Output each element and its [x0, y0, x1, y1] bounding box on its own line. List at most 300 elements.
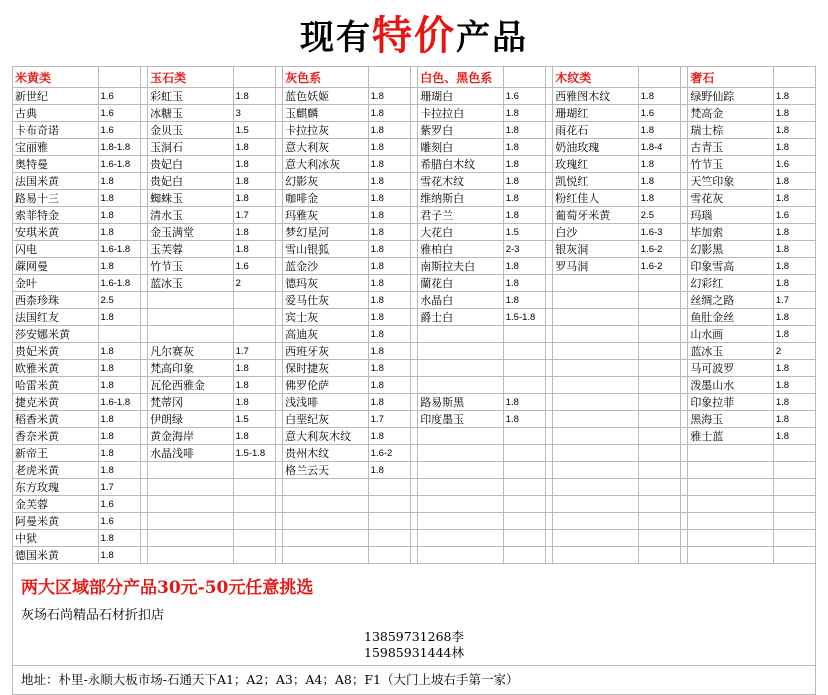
column-gap: [275, 67, 283, 88]
product-price: [773, 547, 815, 564]
product-price: [638, 428, 680, 445]
column-gap: [140, 122, 148, 139]
phone-list: [13, 629, 815, 665]
product-price: 1.8: [233, 377, 275, 394]
product-price: 1.6-1.8: [98, 156, 140, 173]
column-gap: [140, 343, 148, 360]
product-name: [418, 428, 504, 445]
column-gap: [410, 173, 418, 190]
product-price: 1.8: [503, 207, 545, 224]
product-name: 雪花木纹: [418, 173, 504, 190]
product-price: 1.8: [773, 105, 815, 122]
column-gap: [545, 462, 553, 479]
product-name: 德玛灰: [283, 275, 369, 292]
product-name: [148, 462, 234, 479]
product-price: 1.8: [773, 428, 815, 445]
table-row: [13, 411, 816, 428]
product-name: [553, 462, 639, 479]
column-gap: [410, 88, 418, 105]
column-gap: [275, 207, 283, 224]
table-row: [13, 173, 816, 190]
product-price: 1.6-2: [638, 258, 680, 275]
product-name: [553, 513, 639, 530]
product-price: 1.8: [368, 394, 410, 411]
product-name: 竹节玉: [688, 156, 774, 173]
column-gap: [680, 122, 688, 139]
product-price: 1.8: [98, 530, 140, 547]
column-header: 奢石: [688, 67, 774, 88]
product-price: 1.8: [368, 462, 410, 479]
product-price: 1.8: [98, 445, 140, 462]
product-price: 1.8: [773, 258, 815, 275]
product-name: [148, 292, 234, 309]
product-price: 1.8: [368, 360, 410, 377]
product-price: 1.8: [98, 207, 140, 224]
product-price: 1.6-1.8: [98, 241, 140, 258]
column-gap: [140, 156, 148, 173]
column-gap: [545, 207, 553, 224]
product-price: 1.8: [503, 173, 545, 190]
product-price: 1.6-3: [638, 224, 680, 241]
product-price: 2: [233, 275, 275, 292]
column-gap: [680, 309, 688, 326]
product-name: 凡尔赛灰: [148, 343, 234, 360]
product-price: 1.6-2: [638, 241, 680, 258]
column-gap: [275, 445, 283, 462]
product-name: [553, 479, 639, 496]
product-price: [638, 411, 680, 428]
column-gap: [140, 275, 148, 292]
column-gap: [275, 479, 283, 496]
product-price: 1.8: [773, 360, 815, 377]
column-gap: [410, 156, 418, 173]
product-name: [553, 275, 639, 292]
product-price: 1.8: [98, 343, 140, 360]
product-name: 保时捷灰: [283, 360, 369, 377]
column-gap: [545, 360, 553, 377]
product-price: [503, 326, 545, 343]
product-name: 东方玫瑰: [13, 479, 99, 496]
column-gap: [545, 258, 553, 275]
column-gap: [680, 462, 688, 479]
product-price: 1.8: [233, 394, 275, 411]
product-price: 1.8: [233, 241, 275, 258]
product-price: [773, 479, 815, 496]
column-gap: [410, 445, 418, 462]
column-gap: [545, 241, 553, 258]
product-price: 1.8: [638, 156, 680, 173]
column-gap: [140, 224, 148, 241]
column-gap: [545, 530, 553, 547]
column-gap: [680, 445, 688, 462]
product-name: 阿曼米黄: [13, 513, 99, 530]
product-name: 贵妃米黄: [13, 343, 99, 360]
page-title: [0, 0, 828, 59]
column-gap: [275, 275, 283, 292]
product-name: 莎安娜米黄: [13, 326, 99, 343]
product-price: 1.8: [368, 275, 410, 292]
column-gap: [545, 411, 553, 428]
product-price: [503, 513, 545, 530]
promo-text: 两大区域部分产品30元-50元任意挑选: [21, 578, 314, 598]
product-name: [148, 479, 234, 496]
product-name: [688, 479, 774, 496]
product-name: 葡萄牙米黄: [553, 207, 639, 224]
product-name: 马可波罗: [688, 360, 774, 377]
column-gap: [545, 122, 553, 139]
product-price: 1.8: [98, 173, 140, 190]
product-price: 1.8-1.8: [98, 139, 140, 156]
product-price: 1.8: [233, 360, 275, 377]
column-gap: [410, 343, 418, 360]
column-gap: [545, 428, 553, 445]
title-left: 现有: [300, 18, 372, 58]
product-price: 1.6: [638, 105, 680, 122]
column-gap: [410, 479, 418, 496]
product-price: 1.8-4: [638, 139, 680, 156]
product-name: 彩虹玉: [148, 88, 234, 105]
column-gap: [410, 377, 418, 394]
product-price: 1.8: [773, 173, 815, 190]
product-price: 1.8: [773, 275, 815, 292]
product-name: [553, 292, 639, 309]
product-name: 毕加索: [688, 224, 774, 241]
product-name: 哈雷米黄: [13, 377, 99, 394]
product-price: 1.6: [773, 156, 815, 173]
product-name: [553, 496, 639, 513]
product-name: 蓝色妖姬: [283, 88, 369, 105]
product-price: [503, 343, 545, 360]
table-row: [13, 207, 816, 224]
table-row: [13, 224, 816, 241]
table-row: [13, 309, 816, 326]
product-name: 路易斯黑: [418, 394, 504, 411]
column-gap: [140, 67, 148, 88]
product-name: [148, 326, 234, 343]
table-row: [13, 105, 816, 122]
product-price: 1.8: [368, 377, 410, 394]
column-gap: [275, 377, 283, 394]
column-gap: [410, 462, 418, 479]
product-name: 希腊白木纹: [418, 156, 504, 173]
column-gap: [275, 88, 283, 105]
product-name: [418, 530, 504, 547]
product-name: 新世纪: [13, 88, 99, 105]
column-gap: [680, 105, 688, 122]
product-name: [418, 377, 504, 394]
product-name: 大花白: [418, 224, 504, 241]
column-gap: [140, 428, 148, 445]
product-name: 安琪米黄: [13, 224, 99, 241]
product-name: [148, 496, 234, 513]
column-gap: [680, 88, 688, 105]
product-name: [148, 309, 234, 326]
product-name: 西柰珍珠: [13, 292, 99, 309]
product-price: 1.8: [503, 292, 545, 309]
product-name: 贵妃白: [148, 156, 234, 173]
column-gap: [680, 411, 688, 428]
product-name: 法国红友: [13, 309, 99, 326]
product-name: 黑海玉: [688, 411, 774, 428]
column-gap: [275, 190, 283, 207]
product-name: 珊瑚红: [553, 105, 639, 122]
column-gap: [680, 326, 688, 343]
product-name: [688, 462, 774, 479]
column-gap: [140, 139, 148, 156]
product-name: 爵士白: [418, 309, 504, 326]
column-gap: [140, 173, 148, 190]
column-gap: [140, 360, 148, 377]
product-name: 古青玉: [688, 139, 774, 156]
column-gap: [140, 309, 148, 326]
column-gap: [275, 292, 283, 309]
product-price: [638, 547, 680, 564]
product-price: 1.8: [98, 462, 140, 479]
table-row: [13, 377, 816, 394]
column-gap: [545, 224, 553, 241]
product-name: 玛雅灰: [283, 207, 369, 224]
product-price: [368, 547, 410, 564]
product-name: 雅士蓝: [688, 428, 774, 445]
column-gap: [410, 241, 418, 258]
product-name: [688, 513, 774, 530]
product-name: [283, 530, 369, 547]
column-gap: [410, 224, 418, 241]
product-name: 西班牙灰: [283, 343, 369, 360]
product-price: 1.5-1.8: [233, 445, 275, 462]
product-name: 白堊纪灰: [283, 411, 369, 428]
product-name: [553, 445, 639, 462]
column-gap: [275, 241, 283, 258]
title-right: 产品: [456, 18, 528, 58]
product-name: [553, 530, 639, 547]
column-gap: [545, 394, 553, 411]
column-gap: [545, 156, 553, 173]
column-header: 白色、黑色系: [418, 67, 504, 88]
column-gap: [140, 496, 148, 513]
product-name: [553, 377, 639, 394]
column-gap: [410, 547, 418, 564]
product-price: 1.6-2: [368, 445, 410, 462]
column-gap: [410, 394, 418, 411]
product-price: 1.8: [233, 139, 275, 156]
product-name: 高迪灰: [283, 326, 369, 343]
column-gap: [680, 479, 688, 496]
column-gap: [545, 445, 553, 462]
column-gap: [680, 377, 688, 394]
column-gap: [410, 275, 418, 292]
product-price: [233, 530, 275, 547]
product-price: 1.8: [98, 190, 140, 207]
table-row: [13, 479, 816, 496]
column-header-price: [233, 67, 275, 88]
column-gap: [275, 309, 283, 326]
column-gap: [140, 326, 148, 343]
product-name: 法国米黄: [13, 173, 99, 190]
column-gap: [410, 326, 418, 343]
product-price: 1.6-1.8: [98, 394, 140, 411]
column-gap: [275, 326, 283, 343]
table-row: [13, 513, 816, 530]
column-gap: [410, 67, 418, 88]
column-gap: [545, 173, 553, 190]
column-gap: [680, 156, 688, 173]
product-price: 1.8: [98, 258, 140, 275]
column-header-price: [98, 67, 140, 88]
column-gap: [275, 530, 283, 547]
product-price: 1.8: [368, 292, 410, 309]
product-name: 幻彩红: [688, 275, 774, 292]
column-header-price: [368, 67, 410, 88]
product-name: [553, 547, 639, 564]
product-price: 1.8: [773, 241, 815, 258]
product-name: 闪电: [13, 241, 99, 258]
column-gap: [275, 122, 283, 139]
product-price: 1.8: [773, 377, 815, 394]
product-price: [233, 547, 275, 564]
product-name: 丝绸之路: [688, 292, 774, 309]
product-name: 玉芙蓉: [148, 241, 234, 258]
column-gap: [275, 462, 283, 479]
product-price: 1.8: [773, 411, 815, 428]
product-price: [773, 530, 815, 547]
column-gap: [275, 173, 283, 190]
product-price: 1.6: [98, 513, 140, 530]
product-price: 1.7: [773, 292, 815, 309]
column-gap: [275, 258, 283, 275]
column-gap: [410, 190, 418, 207]
column-gap: [275, 156, 283, 173]
column-gap: [410, 496, 418, 513]
product-price: [233, 496, 275, 513]
product-name: [418, 462, 504, 479]
product-name: 老虎米黄: [13, 462, 99, 479]
product-name: 黄金海岸: [148, 428, 234, 445]
product-price: [368, 513, 410, 530]
column-gap: [140, 513, 148, 530]
column-gap: [410, 122, 418, 139]
column-header-price: [773, 67, 815, 88]
product-name: [553, 326, 639, 343]
column-gap: [545, 67, 553, 88]
product-price: 1.8: [233, 173, 275, 190]
column-gap: [545, 343, 553, 360]
table-row: [13, 190, 816, 207]
product-name: 爱马仕灰: [283, 292, 369, 309]
product-table: [12, 66, 816, 564]
column-header: 玉石类: [148, 67, 234, 88]
product-name: 冰糖玉: [148, 105, 234, 122]
product-price: [773, 513, 815, 530]
product-name: 金玉满堂: [148, 224, 234, 241]
product-name: 宾士灰: [283, 309, 369, 326]
product-price: [638, 377, 680, 394]
column-gap: [140, 530, 148, 547]
product-price: 1.8: [503, 139, 545, 156]
table-row: [13, 445, 816, 462]
product-name: 银灰洞: [553, 241, 639, 258]
product-price: 2: [773, 343, 815, 360]
product-price: [233, 326, 275, 343]
product-name: 雨花石: [553, 122, 639, 139]
table-row: [13, 241, 816, 258]
product-name: [553, 360, 639, 377]
product-price: 1.8: [98, 224, 140, 241]
product-price: [503, 547, 545, 564]
product-price: 1.8: [233, 224, 275, 241]
column-gap: [680, 67, 688, 88]
column-gap: [140, 207, 148, 224]
product-name: 金芙蓉: [13, 496, 99, 513]
product-name: 梦幻星河: [283, 224, 369, 241]
product-price: 1.5: [233, 122, 275, 139]
product-price: 1.8: [503, 122, 545, 139]
product-name: 奥特曼: [13, 156, 99, 173]
product-name: 稻香米黄: [13, 411, 99, 428]
product-name: 绿野仙踪: [688, 88, 774, 105]
column-gap: [545, 139, 553, 156]
product-price: 1.5: [233, 411, 275, 428]
column-gap: [680, 496, 688, 513]
product-name: 罗马洞: [553, 258, 639, 275]
product-name: 宝丽雅: [13, 139, 99, 156]
product-price: 1.6: [98, 105, 140, 122]
product-name: [688, 445, 774, 462]
column-gap: [140, 479, 148, 496]
product-price: [638, 326, 680, 343]
product-name: 卡拉拉灰: [283, 122, 369, 139]
product-name: 凯悦红: [553, 173, 639, 190]
product-price: 1.8: [503, 411, 545, 428]
product-price: 1.8: [368, 326, 410, 343]
product-name: 新帝王: [13, 445, 99, 462]
product-name: 古典: [13, 105, 99, 122]
product-price: [233, 513, 275, 530]
product-price: 1.6-1.8: [98, 275, 140, 292]
product-price: 1.6: [98, 496, 140, 513]
product-price: 1.8: [98, 428, 140, 445]
product-name: [688, 496, 774, 513]
product-price: 1.8: [638, 190, 680, 207]
product-name: 玉洞石: [148, 139, 234, 156]
product-price: [773, 462, 815, 479]
column-gap: [410, 360, 418, 377]
product-price: [503, 360, 545, 377]
product-price: [773, 496, 815, 513]
column-gap: [545, 190, 553, 207]
column-gap: [545, 292, 553, 309]
product-price: [233, 309, 275, 326]
product-price: 1.6: [773, 207, 815, 224]
product-name: 玫瑰红: [553, 156, 639, 173]
column-gap: [140, 258, 148, 275]
phone-number-2: 15985931444林: [364, 645, 464, 660]
table-row: [13, 156, 816, 173]
product-price: 1.6: [503, 88, 545, 105]
product-name: 蔴网曼: [13, 258, 99, 275]
column-gap: [275, 496, 283, 513]
column-gap: [545, 513, 553, 530]
product-name: 伊朗绿: [148, 411, 234, 428]
product-price: 1.8: [368, 343, 410, 360]
product-name: [283, 479, 369, 496]
column-gap: [140, 445, 148, 462]
product-price: 1.6: [233, 258, 275, 275]
product-price: 1.8: [368, 88, 410, 105]
column-gap: [680, 258, 688, 275]
product-price: 1.8: [233, 190, 275, 207]
product-name: 粉红佳人: [553, 190, 639, 207]
